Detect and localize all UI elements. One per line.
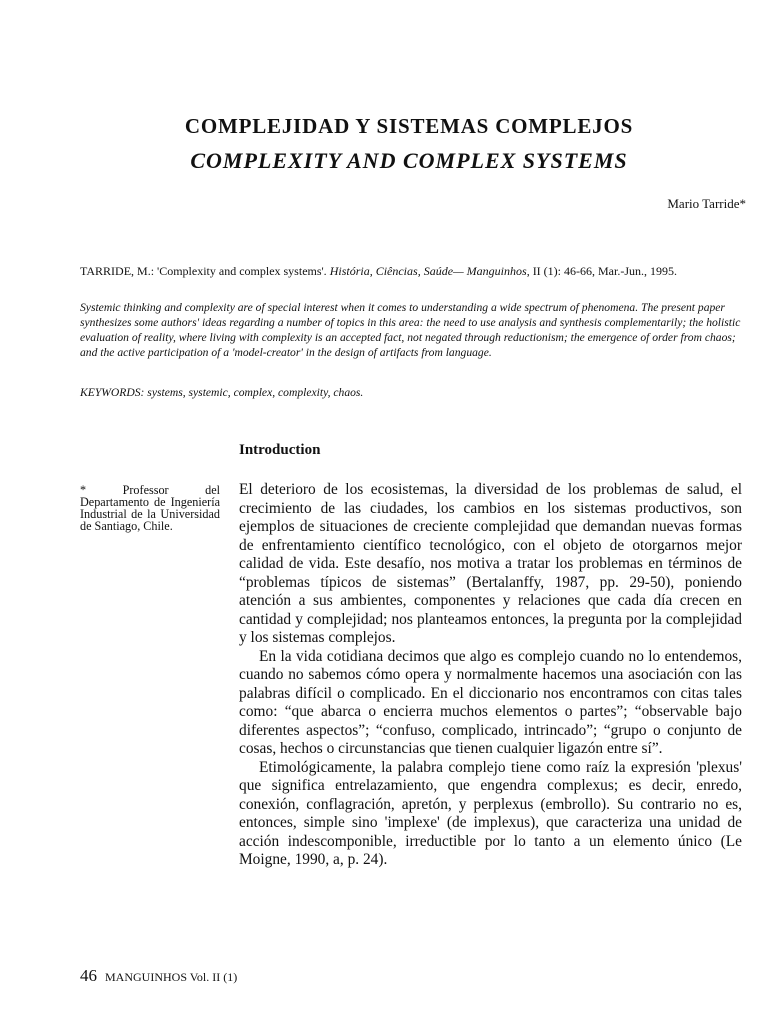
abstract: Systemic thinking and complexity are of special interest when it comes to understanding a wide spectrum of phenomena. The present paper synthesizes some authors' ideas regarding a number of topics in this area: the need to use analysis and synthesis complementarily; the holistic evaluation of reality, where living with complexity is an accepted fact, not negated through reductionism; the emergence of order from chaos; and the active participation of a 'model-creator' in the design of artifacts from language. (80, 301, 741, 359)
keywords: KEYWORDS: systems, systemic, complex, complexity, chaos. (80, 386, 364, 399)
citation (80, 264, 740, 279)
section-heading-introduction: Introduction (239, 442, 321, 458)
body-paragraph-1: El deterioro de los ecosistemas, la diversidad de los problemas de salud, el crecimiento de las ciudades, los cambios en los sistemas productivos, son ejemplos de situaciones de creciente complejidad que demandan nuevas formas de enfrentamiento científico tecnológico, con el objeto de otorgarnos mejor calidad de vida. Este desafío, nos motiva a tratar los problemas en términos de “problemas típicos de sistemas” (Bertalanffy, 1987, pp. 29-50), poniendo atención a sus ambientes, componentes y relaciones que cada día crecen en cantidad y complejidad; nos planteamos entonces, la pregunta por la complejidad y los sistemas complejos. (239, 481, 742, 646)
page-number: 46 (80, 966, 97, 985)
page-footer (80, 966, 237, 986)
author-footnote: * Professor del Departamento de Ingeniería Industrial de la Universidad de Santiago, Chile. (80, 483, 220, 533)
citation-prefix: TARRIDE, M.: 'Complexity and complex systems'. (80, 264, 330, 278)
footer-journal-label: MANGUINHOS Vol. II (1) (105, 970, 238, 984)
citation-journal: História, Ciências, Saúde— Manguinhos (329, 264, 527, 278)
body-text (239, 481, 742, 870)
body-paragraph-2: En la vida cotidiana decimos que algo es complejo cuando no lo entendemos, cuando no sabemos cómo opera y normalmente hacemos una asociación con las palabras difícil o complicado. En el diccionario nos encontramos con citas tales como: “que abarca o encierra muchos elementos o partes”; “observable bajo diferentes aspectos”; “confuso, complicado, intrincado”; “grupo o conjunto de cosas, hechos o circunstancias que tienen cualquier ligazón entre sí”. (239, 647, 742, 757)
body-paragraph-3: Etimológicamente, la palabra complejo tiene como raíz la expresión 'plexus' que significa entrelazamiento, que engendra complexus; es decir, enredo, conexión, conflagración, apretón, y perplexus (embrollo). Su contrario no es, entonces, simple sino 'implexe' (de implexus), que caracteriza una unidad de acción indescomponible, irreductible por lo tanto a un elemento único (Le Moigne, 1990, a, p. 24). (239, 758, 742, 868)
title-english: COMPLEXITY AND COMPLEX SYSTEMS (190, 148, 628, 173)
citation-suffix: , II (1): 46-66, Mar.-Jun., 1995. (526, 264, 677, 278)
title-spanish: COMPLEJIDAD Y SISTEMAS COMPLEJOS (184, 114, 634, 138)
author-name: Mario Tarride* (667, 196, 746, 211)
